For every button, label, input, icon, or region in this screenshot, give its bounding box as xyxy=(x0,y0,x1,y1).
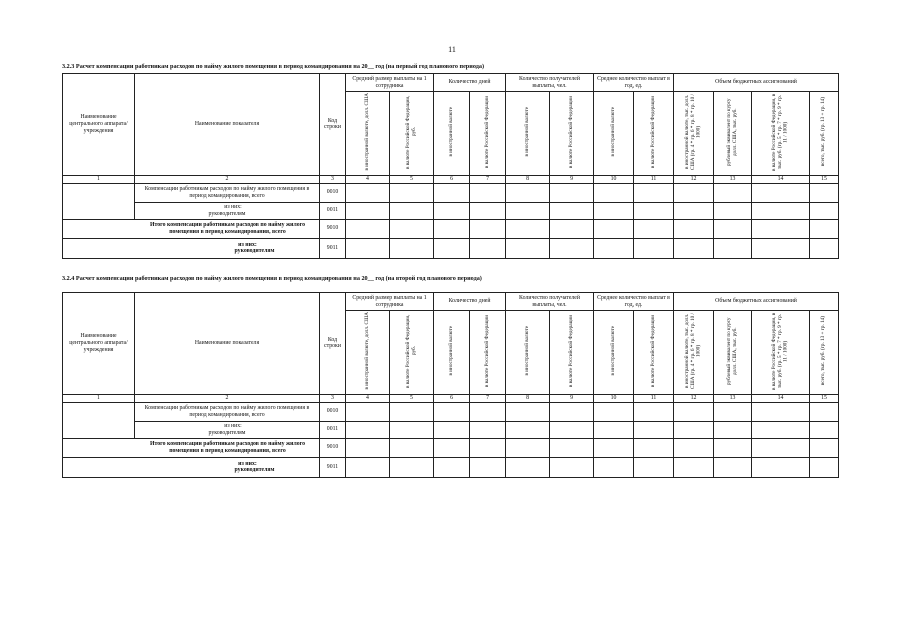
value-cell[interactable] xyxy=(810,219,839,238)
value-cell[interactable] xyxy=(752,457,810,477)
col-num: 13 xyxy=(714,175,752,183)
col-num: 14 xyxy=(752,394,810,402)
value-cell[interactable] xyxy=(634,457,674,477)
section-title-2: 3.2.4 Расчет компенсации работникам расходов по найму жилого помещения в период командирования на 20__ год (на второй год планового периода) xyxy=(62,275,482,282)
value-cell[interactable] xyxy=(810,457,839,477)
table-row xyxy=(63,202,839,219)
org-input-cell[interactable] xyxy=(63,183,135,219)
table-row xyxy=(63,438,839,457)
column-number-row xyxy=(63,394,839,402)
col-num: 2 xyxy=(135,175,320,183)
value-cell[interactable] xyxy=(634,238,674,258)
value-cell[interactable] xyxy=(470,421,506,438)
col-num: 1 xyxy=(63,175,135,183)
column-number-row xyxy=(63,175,839,183)
value-cell[interactable] xyxy=(594,402,634,421)
header-c5: в валюте Российской Федерации, руб. xyxy=(390,311,434,395)
header-recipients: Количество получателей выплаты, чел. xyxy=(506,293,594,311)
row-code: 0011 xyxy=(320,202,346,219)
row-label-grand-total: Итого компенсации работникам расходов по найму жилого помещения в период командирования, всего xyxy=(63,438,320,457)
row-sublabel: из них: xyxy=(224,423,242,429)
header-avg: Средний размер выплаты на 1 сотрудника xyxy=(346,293,434,311)
row-label-total: Компенсации работникам расходов по найму жилого помещения в период командирования, всего xyxy=(135,183,320,202)
header-indicator: Наименование показателя xyxy=(135,293,320,395)
value-cell[interactable] xyxy=(714,238,752,258)
row-code: 9010 xyxy=(320,219,346,238)
value-cell[interactable] xyxy=(506,421,550,438)
section-title-1: 3.2.3 Расчет компенсации работникам расходов по найму жилого помещения в период командирования на 20__ год (на первый год планового периода) xyxy=(62,63,485,70)
header-c6: в иностранной валюте xyxy=(434,92,470,176)
value-cell[interactable] xyxy=(594,183,634,202)
col-num: 11 xyxy=(634,394,674,402)
header-c14: в валюте Российской Федерации, в тыс. руб. (гр. 5 * гр. 7 * гр. 9 * гр. 11 / 1000) xyxy=(752,92,810,176)
value-cell[interactable] xyxy=(346,438,390,457)
value-cell[interactable] xyxy=(634,402,674,421)
value-cell[interactable] xyxy=(390,402,434,421)
col-num: 10 xyxy=(594,394,634,402)
header-avgcount: Среднее количество выплат в год, ед. xyxy=(594,293,674,311)
page-number: 11 xyxy=(448,45,456,54)
value-cell[interactable] xyxy=(434,202,470,219)
value-cell[interactable] xyxy=(550,183,594,202)
compensation-table xyxy=(62,292,839,478)
value-cell[interactable] xyxy=(752,402,810,421)
value-cell[interactable] xyxy=(390,183,434,202)
table-row xyxy=(63,238,839,258)
value-cell[interactable] xyxy=(550,438,594,457)
value-cell[interactable] xyxy=(506,219,550,238)
col-num: 7 xyxy=(470,394,506,402)
col-num: 10 xyxy=(594,175,634,183)
value-cell[interactable] xyxy=(346,219,390,238)
col-num: 15 xyxy=(810,175,839,183)
value-cell[interactable] xyxy=(346,421,390,438)
value-cell[interactable] xyxy=(752,183,810,202)
header-c7: в валюте Российской Федерации xyxy=(470,92,506,176)
col-num: 3 xyxy=(320,175,346,183)
header-c12: в иностранной валюте, тыс. долл. США (гр. 4 * гр. 6 * гр. 8 * гр. 10 / 1000) xyxy=(674,92,714,176)
value-cell[interactable] xyxy=(594,202,634,219)
value-cell[interactable] xyxy=(434,183,470,202)
value-cell[interactable] xyxy=(346,183,390,202)
header-c13: рублевый эквивалент по курсу долл. США, тыс. руб. xyxy=(714,311,752,395)
value-cell[interactable] xyxy=(470,402,506,421)
value-cell[interactable] xyxy=(810,421,839,438)
col-num: 14 xyxy=(752,175,810,183)
col-num: 13 xyxy=(714,394,752,402)
header-c4: в иностранной валюте, долл. США xyxy=(346,92,390,176)
value-cell[interactable] xyxy=(390,202,434,219)
value-cell[interactable] xyxy=(346,238,390,258)
col-num: 6 xyxy=(434,394,470,402)
header-c4: в иностранной валюте, долл. США xyxy=(346,311,390,395)
table-row xyxy=(63,421,839,438)
value-cell[interactable] xyxy=(434,438,470,457)
value-cell[interactable] xyxy=(346,202,390,219)
table-row xyxy=(63,183,839,202)
value-cell[interactable] xyxy=(506,183,550,202)
value-cell[interactable] xyxy=(550,238,594,258)
row-label-grand-managers xyxy=(63,238,320,258)
header-c9: в валюте Российской Федерации xyxy=(550,311,594,395)
header-c6: в иностранной валюте xyxy=(434,311,470,395)
org-input-cell[interactable] xyxy=(63,402,135,438)
header-code: Код строки xyxy=(320,293,346,395)
value-cell[interactable] xyxy=(674,183,714,202)
value-cell[interactable] xyxy=(470,219,506,238)
header-days: Количество дней xyxy=(434,74,506,92)
value-cell[interactable] xyxy=(752,219,810,238)
value-cell[interactable] xyxy=(752,438,810,457)
value-cell[interactable] xyxy=(752,421,810,438)
value-cell[interactable] xyxy=(550,457,594,477)
header-indicator: Наименование показателя xyxy=(135,74,320,176)
row-code: 9011 xyxy=(320,457,346,477)
row-sublabel: руководителям xyxy=(234,467,275,474)
row-sublabel: руководителям xyxy=(234,248,275,255)
value-cell[interactable] xyxy=(390,438,434,457)
header-c10: в иностранной валюте xyxy=(594,311,634,395)
col-num: 3 xyxy=(320,394,346,402)
row-code: 0011 xyxy=(320,421,346,438)
row-label-grand-managers xyxy=(63,457,320,477)
header-c8: в иностранной валюте xyxy=(506,311,550,395)
header-c5: в валюте Российской Федерации, руб. xyxy=(390,92,434,176)
col-num: 5 xyxy=(390,175,434,183)
value-cell[interactable] xyxy=(810,438,839,457)
row-sublabel: из них: xyxy=(238,241,257,248)
header-c15: всего, тыс. руб. (гр. 13 + гр. 14) xyxy=(810,311,839,395)
header-c10: в иностранной валюте xyxy=(594,92,634,176)
value-cell[interactable] xyxy=(434,421,470,438)
value-cell[interactable] xyxy=(810,402,839,421)
header-c14: в валюте Российской Федерации, в тыс. руб. (гр. 5 * гр. 7 * гр. 9 * гр. 11 / 1000) xyxy=(752,311,810,395)
value-cell[interactable] xyxy=(390,457,434,477)
value-cell[interactable] xyxy=(594,219,634,238)
col-num: 6 xyxy=(434,175,470,183)
value-cell[interactable] xyxy=(506,438,550,457)
header-c13: рублевый эквивалент по курсу долл. США, тыс. руб. xyxy=(714,92,752,176)
row-label-managers xyxy=(135,421,320,438)
table-row xyxy=(63,457,839,477)
table-row xyxy=(63,219,839,238)
header-c11: в валюте Российской Федерации xyxy=(634,311,674,395)
header-c15: всего, тыс. руб. (гр. 13 + гр. 14) xyxy=(810,92,839,176)
header-org: Наименование центрального аппарата/ учреждения xyxy=(63,74,135,176)
value-cell[interactable] xyxy=(550,421,594,438)
row-label-total: Компенсации работникам расходов по найму жилого помещения в период командирования, всего xyxy=(135,402,320,421)
row-sublabel: руководителям xyxy=(208,429,246,436)
row-code: 0010 xyxy=(320,402,346,421)
value-cell[interactable] xyxy=(470,202,506,219)
value-cell[interactable] xyxy=(634,202,674,219)
header-budget: Объем бюджетных ассигнований xyxy=(674,293,839,311)
value-cell[interactable] xyxy=(674,202,714,219)
row-code: 9010 xyxy=(320,438,346,457)
value-cell[interactable] xyxy=(390,421,434,438)
row-label-grand-total: Итого компенсации работникам расходов по найму жилого помещения в период командирования, всего xyxy=(63,219,320,238)
value-cell[interactable] xyxy=(674,457,714,477)
header-c11: в валюте Российской Федерации xyxy=(634,92,674,176)
value-cell[interactable] xyxy=(390,238,434,258)
col-num: 9 xyxy=(550,175,594,183)
value-cell[interactable] xyxy=(714,219,752,238)
value-cell[interactable] xyxy=(594,421,634,438)
value-cell[interactable] xyxy=(470,457,506,477)
col-num: 8 xyxy=(506,394,550,402)
value-cell[interactable] xyxy=(506,202,550,219)
value-cell[interactable] xyxy=(714,457,752,477)
value-cell[interactable] xyxy=(550,202,594,219)
col-num: 9 xyxy=(550,394,594,402)
col-num: 8 xyxy=(506,175,550,183)
header-recipients: Количество получателей выплаты, чел. xyxy=(506,74,594,92)
header-code: Код строки xyxy=(320,74,346,176)
col-num: 11 xyxy=(634,175,674,183)
row-label-managers xyxy=(135,202,320,219)
value-cell[interactable] xyxy=(506,457,550,477)
col-num: 2 xyxy=(135,394,320,402)
value-cell[interactable] xyxy=(810,238,839,258)
value-cell[interactable] xyxy=(434,219,470,238)
header-c12: в иностранной валюте, тыс. долл. США (гр. 4 * гр. 6 * гр. 8 * гр. 10 / 1000) xyxy=(674,311,714,395)
header-org: Наименование центрального аппарата/ учреждения xyxy=(63,293,135,395)
value-cell[interactable] xyxy=(714,202,752,219)
value-cell[interactable] xyxy=(470,238,506,258)
value-cell[interactable] xyxy=(470,183,506,202)
col-num: 1 xyxy=(63,394,135,402)
value-cell[interactable] xyxy=(594,238,634,258)
col-num: 5 xyxy=(390,394,434,402)
header-budget: Объем бюджетных ассигнований xyxy=(674,74,839,92)
value-cell[interactable] xyxy=(714,438,752,457)
value-cell[interactable] xyxy=(594,438,634,457)
value-cell[interactable] xyxy=(634,421,674,438)
value-cell[interactable] xyxy=(506,238,550,258)
value-cell[interactable] xyxy=(714,183,752,202)
value-cell[interactable] xyxy=(346,457,390,477)
value-cell[interactable] xyxy=(752,238,810,258)
row-code: 9011 xyxy=(320,238,346,258)
table-row xyxy=(63,402,839,421)
value-cell[interactable] xyxy=(434,238,470,258)
value-cell[interactable] xyxy=(434,402,470,421)
col-num: 12 xyxy=(674,175,714,183)
value-cell[interactable] xyxy=(810,202,839,219)
value-cell[interactable] xyxy=(674,421,714,438)
header-days: Количество дней xyxy=(434,293,506,311)
col-num: 4 xyxy=(346,175,390,183)
value-cell[interactable] xyxy=(752,202,810,219)
row-code: 0010 xyxy=(320,183,346,202)
value-cell[interactable] xyxy=(594,457,634,477)
compensation-table xyxy=(62,73,839,259)
value-cell[interactable] xyxy=(674,402,714,421)
value-cell[interactable] xyxy=(634,219,674,238)
header-c7: в валюте Российской Федерации xyxy=(470,311,506,395)
header-avgcount: Среднее количество выплат в год, ед. xyxy=(594,74,674,92)
value-cell[interactable] xyxy=(346,402,390,421)
row-sublabel: из них: xyxy=(238,460,257,467)
col-num: 12 xyxy=(674,394,714,402)
value-cell[interactable] xyxy=(506,402,550,421)
header-c8: в иностранной валюте xyxy=(506,92,550,176)
col-num: 7 xyxy=(470,175,506,183)
row-sublabel: из них: xyxy=(224,204,242,210)
row-sublabel: руководителям xyxy=(208,210,246,217)
value-cell[interactable] xyxy=(434,457,470,477)
value-cell[interactable] xyxy=(714,402,752,421)
value-cell[interactable] xyxy=(550,402,594,421)
value-cell[interactable] xyxy=(390,219,434,238)
value-cell[interactable] xyxy=(550,219,594,238)
value-cell[interactable] xyxy=(634,183,674,202)
header-c9: в валюте Российской Федерации xyxy=(550,92,594,176)
value-cell[interactable] xyxy=(810,183,839,202)
value-cell[interactable] xyxy=(674,438,714,457)
header-avg: Средний размер выплаты на 1 сотрудника xyxy=(346,74,434,92)
value-cell[interactable] xyxy=(470,438,506,457)
value-cell[interactable] xyxy=(674,219,714,238)
col-num: 4 xyxy=(346,394,390,402)
value-cell[interactable] xyxy=(674,238,714,258)
value-cell[interactable] xyxy=(634,438,674,457)
col-num: 15 xyxy=(810,394,839,402)
value-cell[interactable] xyxy=(714,421,752,438)
